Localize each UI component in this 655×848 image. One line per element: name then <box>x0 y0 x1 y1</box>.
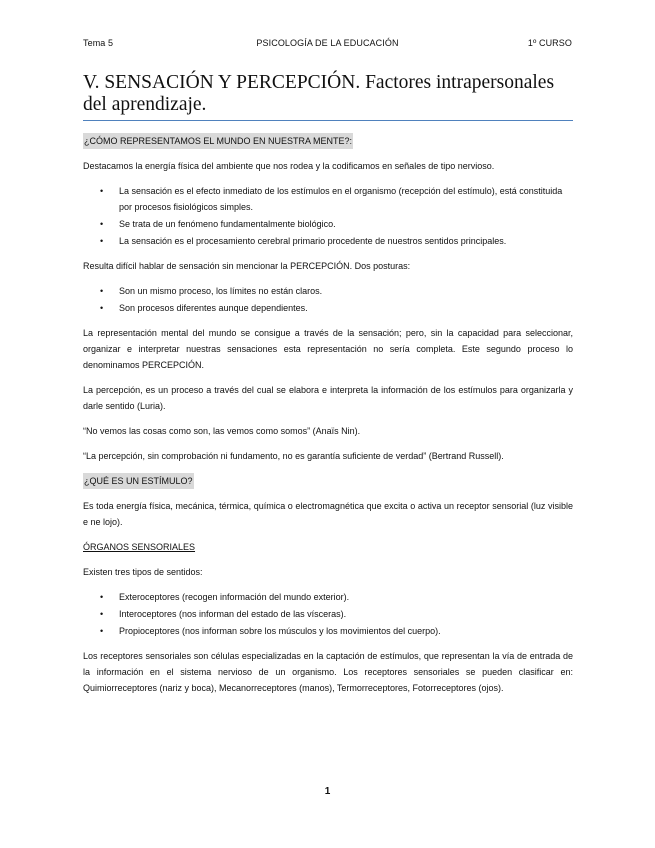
page-number: 1 <box>324 786 331 797</box>
bullet-icon: • <box>100 186 104 196</box>
list-item: • La sensación es el efecto inmediato de los estímulos en el organismo (recepción del estímulo), está constituida por procesos fisiológicos simples. <box>83 183 573 215</box>
list-item: • Son un mismo proceso, los límites no están claros. <box>83 283 573 299</box>
bullet-list-posturas <box>83 283 573 316</box>
bullet-icon: • <box>100 626 104 636</box>
header-left: Tema 5 <box>83 38 114 48</box>
bullet-icon: • <box>100 609 104 619</box>
list-item: • Exteroceptores (recogen información del mundo exterior). <box>83 589 573 605</box>
bullet-icon: • <box>100 236 104 246</box>
bullet-icon: • <box>100 303 104 313</box>
bullet-icon: • <box>100 592 104 602</box>
bullet-icon: • <box>100 286 104 296</box>
list-item: • Propioceptores (nos informan sobre los músculos y los movimientos del cuerpo). <box>83 623 573 639</box>
section-heading-organos: ÓRGANOS SENSORIALES <box>83 542 196 552</box>
list-item: • Interoceptores (nos informan del estado de las vísceras). <box>83 606 573 622</box>
section-heading-mundo: ¿CÓMO REPRESENTAMOS EL MUNDO EN NUESTRA MENTE?: <box>83 133 353 149</box>
section-heading-estimulo: ¿QUÉ ES UN ESTÍMULO? <box>83 473 194 489</box>
paragraph-representacion: La representación mental del mundo se consigue a través de la sensación; pero, sin la capacidad para seleccionar, organizar e interpretar nuestras sensaciones esta representación no sería completa. Este segundo proceso lo denominamos PERCEPCIÓN. <box>83 328 573 370</box>
quote-nin: “No vemos las cosas como son, las vemos como somos” (Anaïs Nin). <box>83 426 361 436</box>
header-right: 1º CURSO <box>527 38 572 48</box>
paragraph-percepcion: La percepción, es un proceso a través del cual se elabora e interpreta la información de los estímulos para organizarla y darle sentido (Luria). <box>83 385 573 411</box>
list-item: • La sensación es el procesamiento cerebral primario procedente de nuestros sentidos principales. <box>83 233 573 249</box>
header-center: PSICOLOGÍA DE LA EDUCACIÓN <box>256 38 399 48</box>
paragraph-receptores: Los receptores sensoriales son células especializadas en la captación de estímulos, que representan la vía de entrada de la información en el sistema nervioso de un organismo. Los receptores sensoriales se pueden clasificar en: Quimiorreceptores (nariz y boca), Mecanorreceptores (manos), Termorreceptores, Fotorreceptores (ojos). <box>83 651 573 693</box>
list-item: • Son procesos diferentes aunque dependientes. <box>83 300 573 316</box>
paragraph-intro: Destacamos la energía física del ambiente que nos rodea y la codificamos en señales de tipo nervioso. <box>83 161 495 171</box>
paragraph-estimulo: Es toda energía física, mecánica, térmica, química o electromagnética que excita o activa un receptor sensorial (luz visible e ne lojo). <box>83 501 573 527</box>
paragraph-sentidos: Existen tres tipos de sentidos: <box>83 567 203 577</box>
page-title: V. SENSACIÓN Y PERCEPCIÓN. Factores intrapersonales del aprendizaje. <box>83 72 573 121</box>
paragraph-posturas: Resulta difícil hablar de sensación sin mencionar la PERCEPCIÓN. Dos posturas: <box>83 261 411 271</box>
bullet-list-sensacion <box>83 183 573 249</box>
quote-russell: “La percepción, sin comprobación ni fundamento, no es garantía suficiente de verdad” (Bertrand Russell). <box>83 451 504 461</box>
bullet-icon: • <box>100 219 104 229</box>
list-item: • Se trata de un fenómeno fundamentalmente biológico. <box>83 216 573 232</box>
bullet-list-sentidos <box>83 589 573 639</box>
document-body <box>83 133 573 705</box>
